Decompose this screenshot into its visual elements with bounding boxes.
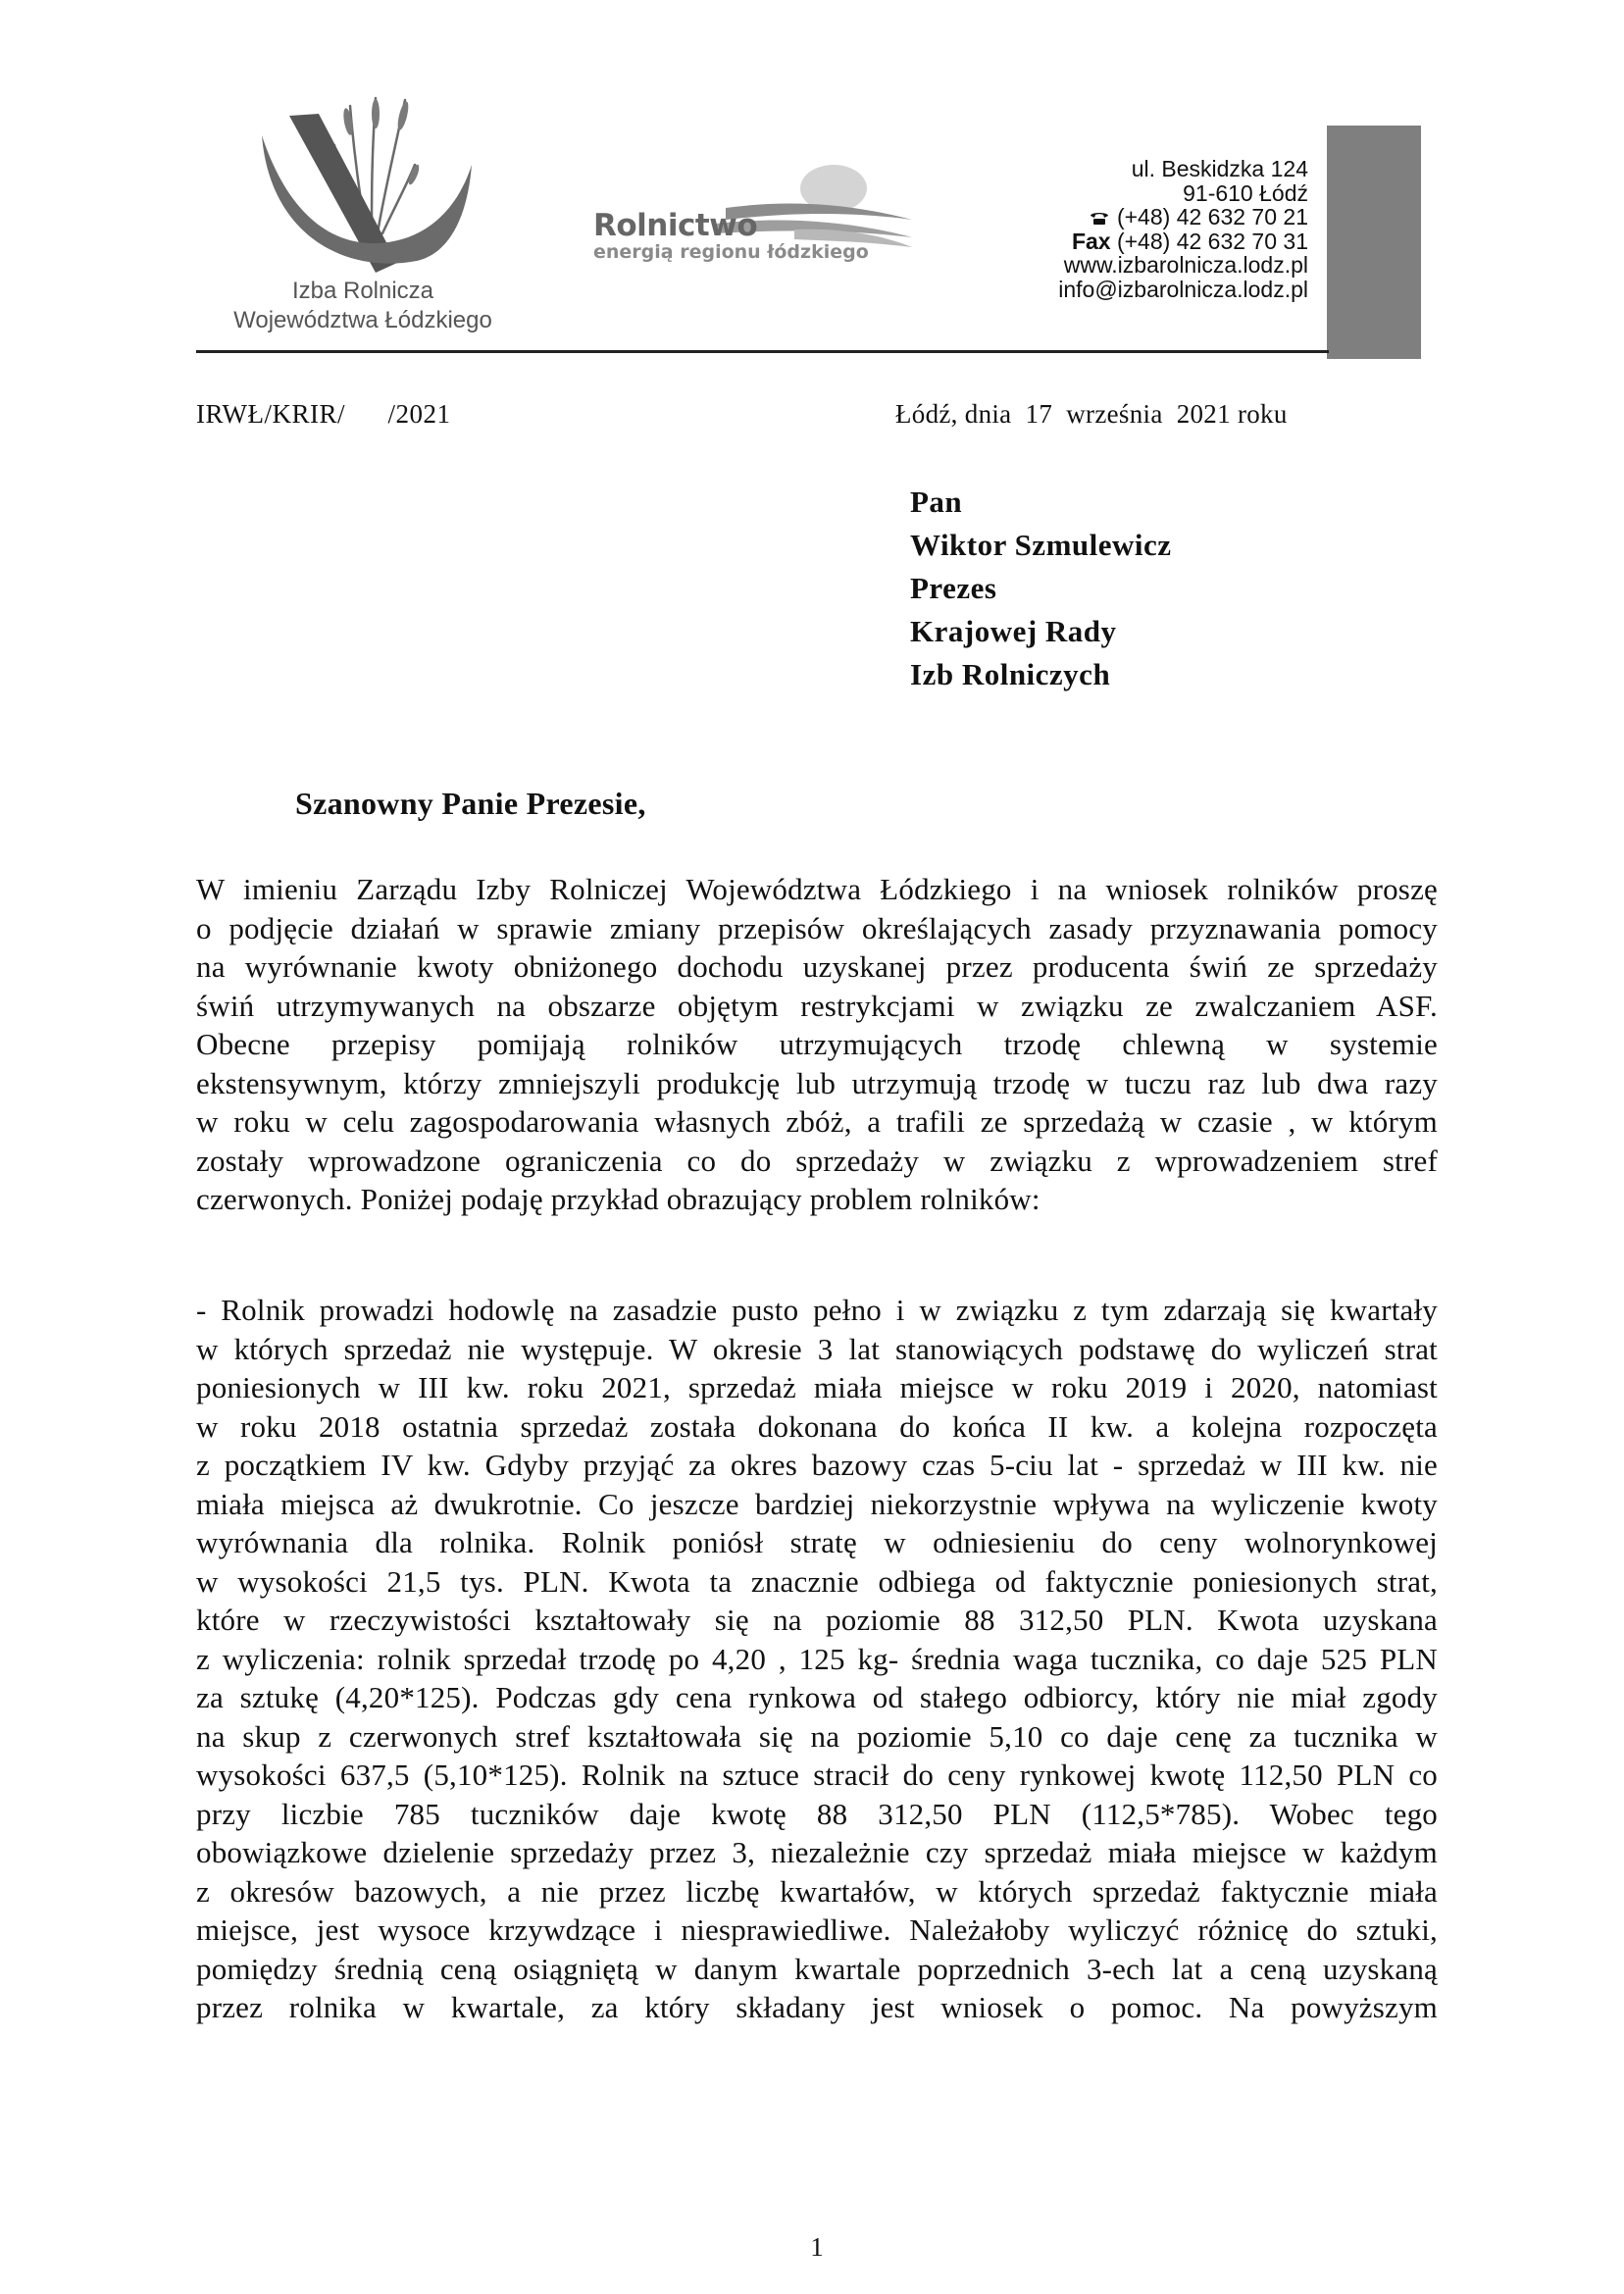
text-line: miejsce, jest wysoce krzywdzące i niesprawiedliwe. Należałoby wyliczyć różnicę do sztuki, bbox=[196, 1912, 1438, 1947]
text-line: za sztukę (4,20*125). Podczas gdy cena rynkowa od stałego odbiorcy, który nie miał zgody bbox=[196, 1680, 1438, 1714]
recipient-line: Prezes bbox=[910, 571, 997, 605]
phone-number: (+48) 42 632 70 21 bbox=[1116, 204, 1308, 229]
text-line: czerwonych. Poniżej podaję przykład obrazujący problem rolników: bbox=[196, 1182, 1040, 1216]
text-line: w wysokości 21,5 tys. PLN. Kwota ta znacznie odbiega od faktycznie poniesionych strat, bbox=[196, 1563, 1438, 1599]
text-line: wyrównania dla rolnika. Rolnik poniósł stratę w odniesieniu do ceny wolnorynkowej bbox=[196, 1525, 1438, 1559]
salutation: Szanowny Panie Prezesie, bbox=[295, 786, 646, 821]
fax-number: (+48) 42 632 70 31 bbox=[1116, 228, 1308, 254]
organization-name-line1: Izba Rolnicza bbox=[291, 278, 434, 304]
letterhead-side-bar bbox=[1327, 126, 1421, 359]
text-line: zostały wprowadzone ograniczenia co do sprzedaży w związku z wprowadzeniem stref bbox=[196, 1143, 1438, 1178]
campaign-title: Rolnictwo bbox=[593, 208, 758, 243]
fax-line bbox=[1058, 229, 1308, 254]
phone-line bbox=[1058, 205, 1308, 229]
text-line: miała miejsca aż dwukrotnie. Co jeszcze bardziej niekorzystnie wpływa na wyliczenie kwoty bbox=[196, 1486, 1438, 1521]
text-line: o podjęcie działań w sprawie zmiany przepisów określających zasady przyznawania pomocy bbox=[196, 910, 1438, 945]
address-street: ul. Beskidzka 124 bbox=[1131, 156, 1308, 181]
page-number: 1 bbox=[810, 2232, 824, 2262]
paragraph-2 bbox=[196, 1291, 1438, 2027]
text-line: na skup z czerwonych stref kształtowała się na poziomie 5,10 co daje cenę za tucznika w bbox=[196, 1718, 1438, 1754]
recipient-block bbox=[910, 481, 1172, 696]
text-line: przez rolnika w kwartale, za który składany jest wniosek o pomoc. Na powyższym bbox=[196, 1990, 1438, 2024]
letterhead-divider bbox=[196, 350, 1329, 353]
text-line: przy liczbie 785 tuczników daje kwotę 88 312,50 PLN (112,5*785). Wobec tego bbox=[196, 1796, 1438, 1831]
contact-block bbox=[1058, 157, 1308, 301]
text-line: w roku 2018 ostatnia sprzedaż została dokonana do końca II kw. a kolejna rozpoczęta bbox=[196, 1408, 1438, 1444]
recipient-line: Izb Rolniczych bbox=[910, 657, 1111, 691]
text-line: z okresów bazowych, a nie przez liczbę kwartałów, w których sprzedaż faktycznie miała bbox=[196, 1873, 1438, 1909]
reference-number: IRWŁ/KRIR/ /2021 bbox=[196, 399, 451, 429]
text-line: poniesionych w III kw. roku 2021, sprzedaż miała miejsce w roku 2019 i 2020, natomiast bbox=[196, 1370, 1438, 1404]
organization-name-line2: Województwa Łódzkiego bbox=[233, 307, 492, 333]
text-line: które w rzeczywistości kształtowały się na poziomie 88 312,50 PLN. Kwota uzyskana bbox=[196, 1603, 1438, 1637]
website-link[interactable]: www.izbarolnicza.lodz.pl bbox=[1063, 252, 1308, 278]
text-line: pomiędzy średnią ceną osiągniętą w danym kwartale poprzednich 3-ech lat a ceną uzyskaną bbox=[196, 1951, 1438, 1986]
recipient-line: Krajowej Rady bbox=[910, 614, 1117, 648]
text-line: obowiązkowe dzielenie sprzedaży przez 3, niezależnie czy sprzedaż miała miejsce w każdym bbox=[196, 1835, 1438, 1869]
organization-name bbox=[196, 277, 530, 335]
campaign-subtitle: energią regionu łódzkiego bbox=[593, 241, 869, 263]
text-line: z początkiem IV kw. Gdyby przyjąć za okres bazowy czas 5-ciu lat - sprzedaż w III kw. nie bbox=[196, 1448, 1438, 1482]
text-line: w których sprzedaż nie występuje. W okresie 3 lat stanowiących podstawę do wyliczeń strat bbox=[196, 1331, 1438, 1366]
pitchfork-wheat-logo-icon bbox=[250, 86, 476, 282]
text-line: świń utrzymywanych na obszarze objętym restrykcjami w związku ze zwalczaniem ASF. bbox=[196, 988, 1438, 1023]
email-link[interactable]: info@izbarolnicza.lodz.pl bbox=[1058, 276, 1308, 302]
letter-date: Łódź, dnia 17 września 2021 roku bbox=[895, 399, 1288, 429]
text-line: na wyrównanie kwoty obniżonego dochodu uzyskanej przez producenta świń ze sprzedaży bbox=[196, 949, 1438, 984]
fax-label: Fax bbox=[1071, 228, 1111, 254]
text-line: Obecne przepisy pomijają rolników utrzymujących trzodę chlewną w systemie bbox=[196, 1027, 1438, 1061]
text-line: z wyliczenia: rolnik sprzedał trzodę po 4,20 , 125 kg- średnia waga tucznika, co daje 525 PLN bbox=[196, 1641, 1438, 1676]
recipient-line: Pan bbox=[910, 484, 963, 519]
text-line: w roku w celu zagospodarowania własnych zbóż, a trafili ze sprzedażą w czasie , w którym bbox=[196, 1104, 1438, 1139]
text-line: W imieniu Zarządu Izby Rolniczej Województwa Łódzkiego i na wniosek rolników proszę bbox=[196, 872, 1438, 906]
paragraph-1 bbox=[196, 870, 1438, 1219]
phone-icon bbox=[1090, 211, 1109, 226]
text-line: - Rolnik prowadzi hodowlę na zasadzie pusto pełno i w związku z tym zdarzają się kwartały bbox=[196, 1293, 1438, 1327]
text-line: ekstensywnym, którzy zmniejszyli produkcję lub utrzymują trzodę w tuczu raz lub dwa razy bbox=[196, 1065, 1438, 1100]
address-city: 91-610 Łódź bbox=[1183, 179, 1308, 206]
text-line: wysokości 637,5 (5,10*125). Rolnik na sztuce stracił do ceny rynkowej kwotę 112,50 PLN co bbox=[196, 1758, 1438, 1792]
recipient-line: Wiktor Szmulewicz bbox=[910, 528, 1172, 562]
